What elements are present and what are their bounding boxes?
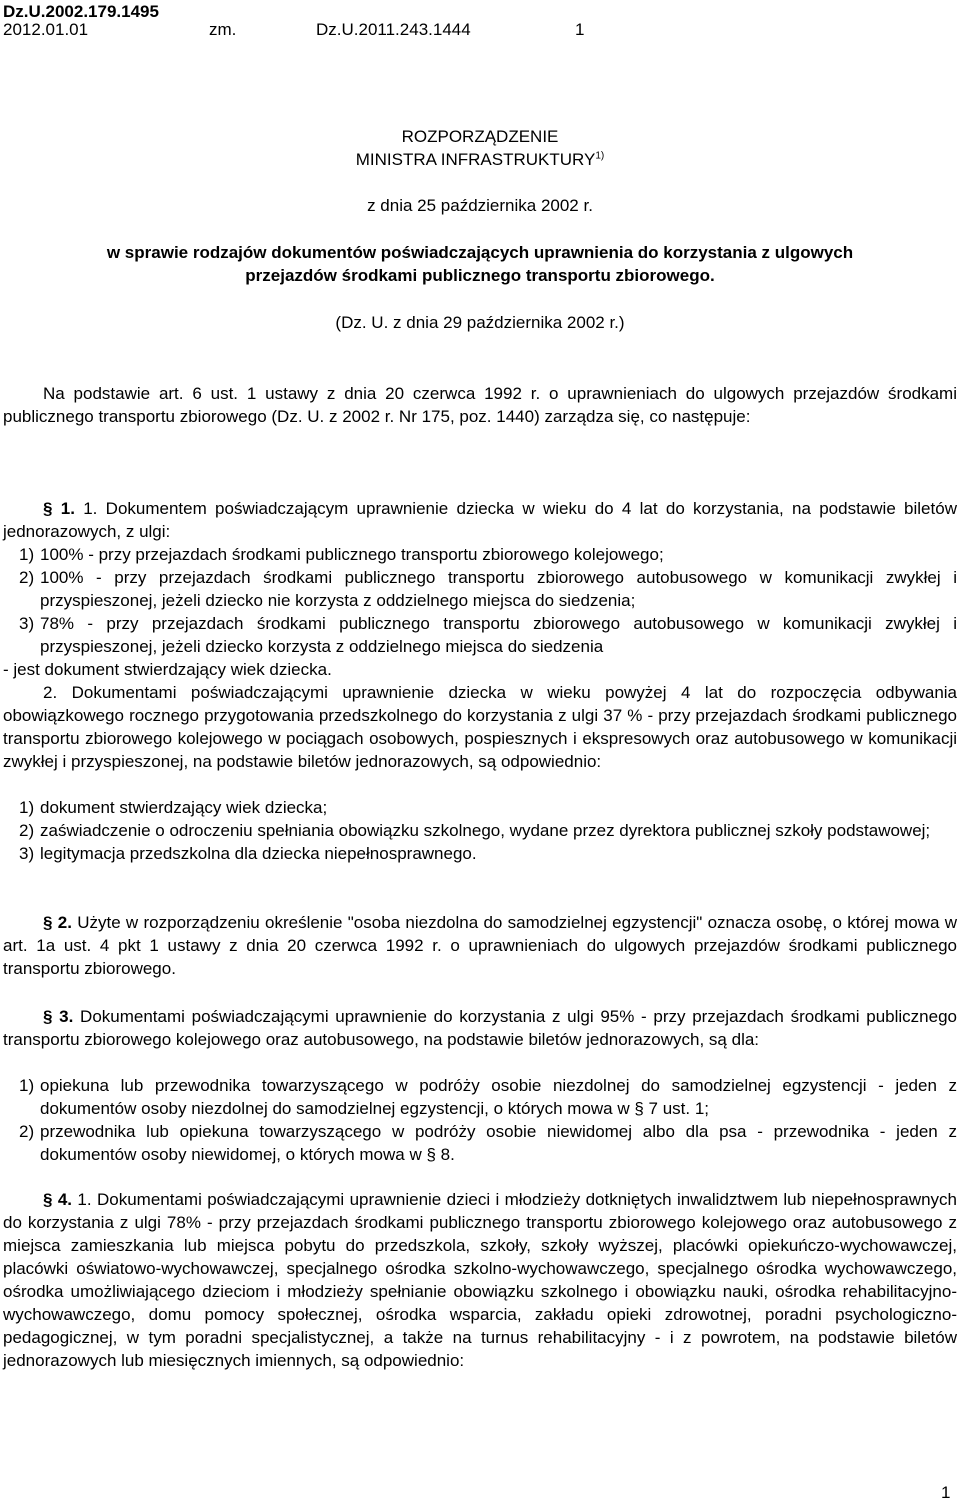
page-number: 1: [941, 1483, 951, 1502]
version-date: 2012.01.01: [3, 20, 89, 39]
act-subject-line-2: przejazdów środkami publicznego transportu zbiorowego.: [245, 266, 715, 285]
section-marker: § 2.: [43, 913, 72, 932]
section-marker: § 4.: [43, 1190, 73, 1209]
list-item: 3) legitymacja przedszkolna dla dziecka niepełnosprawnego.: [19, 844, 477, 863]
section-marker: § 1.: [43, 499, 75, 518]
list-item: 1) dokument stwierdzający wiek dziecka;: [19, 798, 328, 817]
act-type: ROZPORZĄDZENIE: [401, 127, 559, 146]
amendment-label: zm.: [209, 20, 237, 39]
section-1-paragraph-1-list: [3, 543, 957, 658]
section-3: § 3. Dokumentami poświadczającymi uprawnienie do korzystania z ulgi 95% - przy przejazdach środkami publicznego transportu zbiorowego kolejowego oraz autobusowego, na podstawie biletów jednorazowych, są dla:: [3, 1007, 957, 1049]
list-item: 1) 100% - przy przejazdach środkami publicznego transportu zbiorowego kolejowego;: [19, 545, 664, 564]
section-1-paragraph-1-conclusion: - jest dokument stwierdzający wiek dziecka.: [3, 660, 332, 679]
footnote-reference: 1): [595, 150, 605, 162]
section-2: § 2. Użyte w rozporządzeniu określenie "osoba niezdolna do samodzielnej egzystencji" oznacza osobę, o której mowa w art. 1a ust. 4 pkt 1 ustawy z dnia 20 czerwca 1992 r. o uprawnieniach do ulgowych przejazdów środkami publicznego transportu zbiorowego.: [3, 913, 957, 978]
version-number: 1: [575, 20, 585, 39]
section-1-paragraph-1: § 1. 1. Dokumentem poświadczającym uprawnienie dziecka w wieku do 4 lat do korzystania, na podstawie biletów jednorazowych, z ulgi:: [3, 499, 957, 541]
list-item: 3) 78% - przy przejazdach środkami publicznego transportu zbiorowego autobusowego w komunikacji zwykłej i przyspieszonej, jeżeli dziecko korzysta z oddzielnego miejsca do siedzenia: [19, 614, 957, 656]
issuing-authority: MINISTRA INFRASTRUKTURY$^{1)}$: [355, 150, 605, 169]
section-1-paragraph-2: 2. Dokumentami poświadczającymi uprawnienie dziecka w wieku powyżej 4 lat do rozpoczęcia odbywania obowiązkowego rocznego przygotowania przedszkolnego do korzystania z ulgi 37 % - przy przejazdach środkami publicznego transportu zbiorowego kolejowego w pociągach osobowych, pospiesznych i ekspresowych oraz autobusowego w komunikacji zwykłej i przyspieszonej, na podstawie biletów jednorazowych, są odpowiednio:: [3, 683, 957, 771]
section-1-paragraph-2-list: [3, 796, 957, 865]
list-item: 2) zaświadczenie o odroczeniu spełniania obowiązku szkolnego, wydane przez dyrektora publicznej szkoły podstawowej;: [19, 821, 931, 840]
act-date: z dnia 25 października 2002 r.: [367, 196, 593, 215]
journal-reference: Dz.U.2002.179.1495: [3, 2, 159, 21]
section-3-list: [3, 1074, 957, 1166]
amendment-reference: Dz.U.2011.243.1444: [316, 20, 471, 39]
section-marker: § 3.: [43, 1007, 74, 1026]
list-item: 2) przewodnika lub opiekuna towarzyszącego w podróży osobie niewidomej albo dla psa - przewodnika - jeden z dokumentów osoby niewidomej, o których mowa w § 8.: [19, 1122, 957, 1164]
section-4-paragraph-1: § 4. 1. Dokumentami poświadczającymi uprawnienie dzieci i młodzieży dotkniętych inwalidztwem lub niepełnosprawnych do korzystania z ulgi 78% - przy przejazdach środkami publicznego transportu zbiorowego kolejowego oraz autobusowego z miejsca zamieszkania lub miejsca pobytu do przedszkola, szkoły, szkoły wyższej, placówki opiekuńczo-wychowawczej, placówki oświatowo-wychowawczej, specjalnego ośrodka szkolno-wychowawczego, specjalnego ośrodka wychowawczego, ośrodka umożliwiającego dzieciom i młodzieży spełnianie obowiązku szkolnego i obowiązku nauki, ośrodka rehabilitacyjno-wychowawczego, domu pomocy społecznej, ośrodka wsparcia, zakładu opieki zdrowotnej, poradni psychologiczno-pedagogicznej, w tym poradni specjalistycznej, a także na turnus rehabilitacyjny - i z powrotem, na podstawie biletów jednorazowych lub miesięcznych imiennych, są odpowiednio:: [3, 1190, 958, 1370]
act-subject-line-1: w sprawie rodzajów dokumentów poświadczających uprawnienia do korzystania z ulgowych: [106, 243, 854, 262]
preamble: Na podstawie art. 6 ust. 1 ustawy z dnia 20 czerwca 1992 r. o uprawnieniach do ulgowych przejazdów środkami publicznego transportu zbiorowego (Dz. U. z 2002 r. Nr 175, poz. 1440) zarządza się, co następuje:: [3, 384, 957, 426]
list-item: 1) opiekuna lub przewodnika towarzyszącego w podróży osobie niezdolnej do samodzielnej egzystencji - jeden z dokumentów osoby niezdolnej do samodzielnej egzystencji, o których mowa w § 7 ust. 1;: [19, 1076, 957, 1118]
publication-reference: (Dz. U. z dnia 29 października 2002 r.): [335, 313, 625, 332]
list-item: 2) 100% - przy przejazdach środkami publicznego transportu zbiorowego autobusowego w komunikacji zwykłej i przyspieszonej, jeżeli dziecko nie korzysta z oddzielnego miejsca do siedzenia;: [19, 568, 957, 610]
